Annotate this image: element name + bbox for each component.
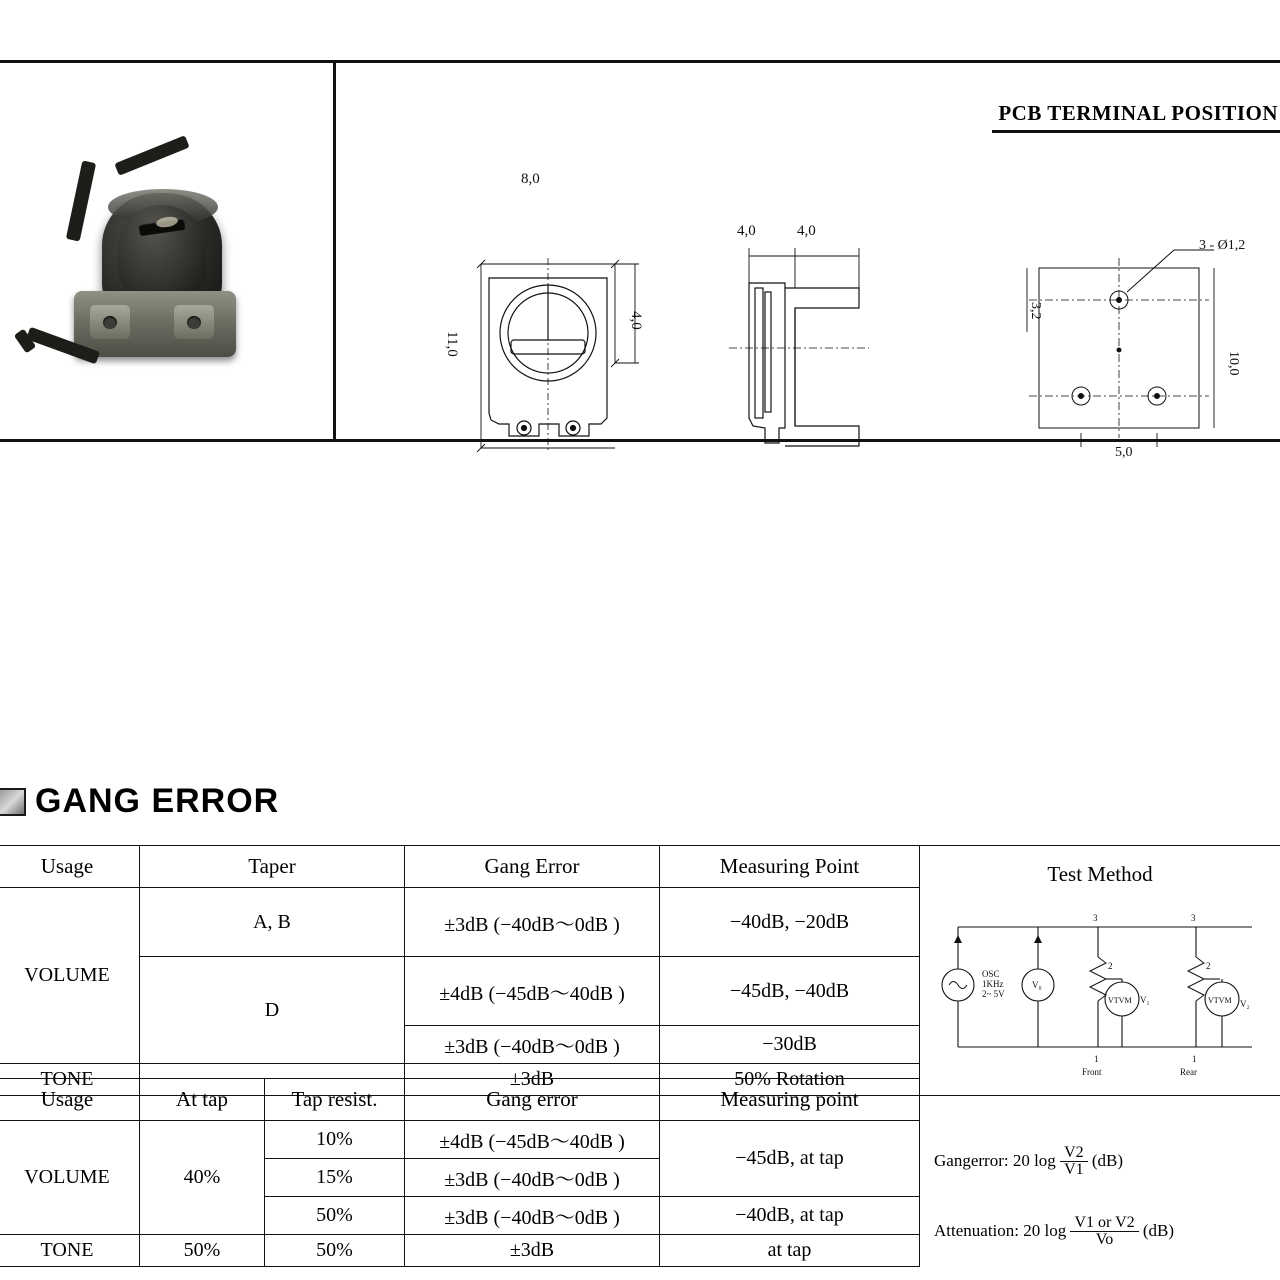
cell-measuring-1: −40dB, −20dB [660, 888, 920, 957]
cell2-measuring-1: −45dB, at tap [660, 1121, 920, 1197]
cell2-tap-10: 10% [265, 1121, 405, 1159]
th-measuring-point: Measuring Point [660, 846, 920, 888]
gangerror-numerator: V2 [1060, 1145, 1088, 1163]
cell-gangerror-2: ±4dB (−45dB～40dB ) [405, 957, 660, 1026]
pcb-terminal-position-title: PCB TERMINAL POSITION [992, 101, 1280, 133]
cell2-gangerror-1: ±4dB (−45dB～40dB ) [405, 1121, 660, 1159]
gangerror-unit: (dB) [1091, 1150, 1124, 1170]
cell-measuring-3: −30dB [660, 1026, 920, 1064]
cell2-gangerror-4: ±3dB [405, 1235, 660, 1267]
table-row [0, 1079, 1280, 1121]
cell2-gangerror-2: ±3dB (−40dB～0dB ) [405, 1159, 660, 1197]
cell2-gangerror-3: ±3dB (−40dB～0dB ) [405, 1197, 660, 1235]
svg-text:2: 2 [1206, 961, 1211, 971]
cell2-usage-volume: VOLUME [0, 1121, 140, 1235]
svg-text:Rear: Rear [1180, 1067, 1197, 1077]
attenuation-formula [934, 1215, 1174, 1250]
svg-text:3: 3 [1191, 913, 1196, 923]
pcb-dim-5-0: 5,0 [1115, 445, 1133, 460]
gangerror-fraction [1060, 1145, 1088, 1180]
svg-text:3: 3 [1093, 913, 1098, 923]
svg-text:OSC: OSC [982, 969, 1000, 979]
cell-usage-tone: TONE [0, 1064, 140, 1096]
photo-pot-lug-left [90, 305, 130, 339]
pcb-dim-10-0: 10,0 [1226, 351, 1241, 376]
cell-gangerror-4: ±3dB [405, 1064, 660, 1096]
th2-usage: Usage [0, 1079, 140, 1121]
gangerror-formula-label: Gangerror: 20 log [934, 1150, 1056, 1170]
svg-text:VTVM: VTVM [1208, 996, 1232, 1005]
cell2-measuring-4: at tap [660, 1235, 920, 1267]
front-view-drawing [439, 188, 739, 468]
section-marker-icon [0, 788, 26, 816]
svg-text:Front: Front [1082, 1067, 1102, 1077]
cell-usage-volume: VOLUME [0, 888, 140, 1064]
side-view-dim-2: 4,0 [797, 223, 816, 239]
svg-text:1KHz: 1KHz [982, 979, 1004, 989]
svg-text:2~ 5V: 2~ 5V [982, 989, 1005, 999]
cell2-tap-50: 50% [265, 1197, 405, 1235]
pcb-dim-3-2: 3,2 [1028, 302, 1043, 320]
svg-text:V₂: V₂ [1240, 999, 1250, 1009]
photo-pin-top [66, 160, 96, 241]
gang-error-table-2 [0, 1078, 1280, 1267]
attenuation-denominator: Vo [1095, 1231, 1114, 1249]
cell2-measuring-3: −40dB, at tap [660, 1197, 920, 1235]
gangerror-denominator: V1 [1064, 1161, 1084, 1179]
cell2-usage-tone: TONE [0, 1235, 140, 1267]
cell2-at-tap-50: 50% [140, 1235, 265, 1267]
th-gang-error: Gang Error [405, 846, 660, 888]
photo-pot-lug-right [174, 305, 214, 339]
gangerror-formula [934, 1145, 1123, 1180]
photo-pin-top2 [114, 135, 189, 176]
pcb-hole-dim: 3 - Ø1,2 [1199, 238, 1246, 253]
th-usage: Usage [0, 846, 140, 888]
cell-gangerror-1: ±3dB (−40dB～0dB ) [405, 888, 660, 957]
table-row [0, 846, 1280, 888]
formula-cell [920, 1079, 1280, 1267]
attenuation-fraction [1070, 1215, 1138, 1250]
svg-text:2: 2 [1108, 961, 1113, 971]
front-view-depth-dim: 4,0 [628, 311, 644, 330]
cell-gangerror-3: ±3dB (−40dB～0dB ) [405, 1026, 660, 1064]
test-circuit-diagram [922, 887, 1280, 1087]
product-photo-cell [0, 63, 336, 442]
svg-text:1: 1 [1094, 1054, 1099, 1064]
attenuation-formula-label: Attenuation: 20 log [934, 1220, 1067, 1240]
attenuation-unit: (dB) [1142, 1220, 1175, 1240]
th2-at-tap: At tap [140, 1079, 265, 1121]
cell2-tap-15: 15% [265, 1159, 405, 1197]
cell2-at-tap-40: 40% [140, 1121, 265, 1235]
th-taper: Taper [140, 846, 405, 888]
gang-error-table-1 [0, 845, 1280, 1096]
side-view-dim-1: 4,0 [737, 223, 756, 239]
svg-text:V₀: V₀ [1032, 980, 1042, 990]
mechanical-drawings [339, 63, 1280, 460]
th-test-method: Test Method [1047, 862, 1153, 886]
front-view-width-dim: 8,0 [521, 171, 540, 187]
top-drawing-panel [0, 60, 1280, 460]
front-view-height-dim: 11,0 [444, 331, 460, 357]
svg-text:1: 1 [1192, 1054, 1197, 1064]
cell-taper-ab: A, B [140, 888, 405, 957]
gang-error-title: GANG ERROR [35, 782, 280, 820]
th2-measuring-point: Measuring point [660, 1079, 920, 1121]
attenuation-numerator: V1 or V2 [1070, 1215, 1138, 1233]
cell-measuring-4: 50% Rotation [660, 1064, 920, 1096]
trimmer-potentiometer-photo [0, 143, 326, 433]
th2-gang-error: Gang error [405, 1079, 660, 1121]
cell-taper-d: D [140, 957, 405, 1064]
cell-measuring-2: −45dB, −40dB [660, 957, 920, 1026]
gang-error-heading [0, 782, 279, 821]
cell2-tap-50b: 50% [265, 1235, 405, 1267]
th2-tap-resist: Tap resist. [265, 1079, 405, 1121]
svg-text:VTVM: VTVM [1108, 996, 1132, 1005]
svg-text:V₁: V₁ [1140, 995, 1150, 1005]
test-method-cell [920, 846, 1280, 1096]
